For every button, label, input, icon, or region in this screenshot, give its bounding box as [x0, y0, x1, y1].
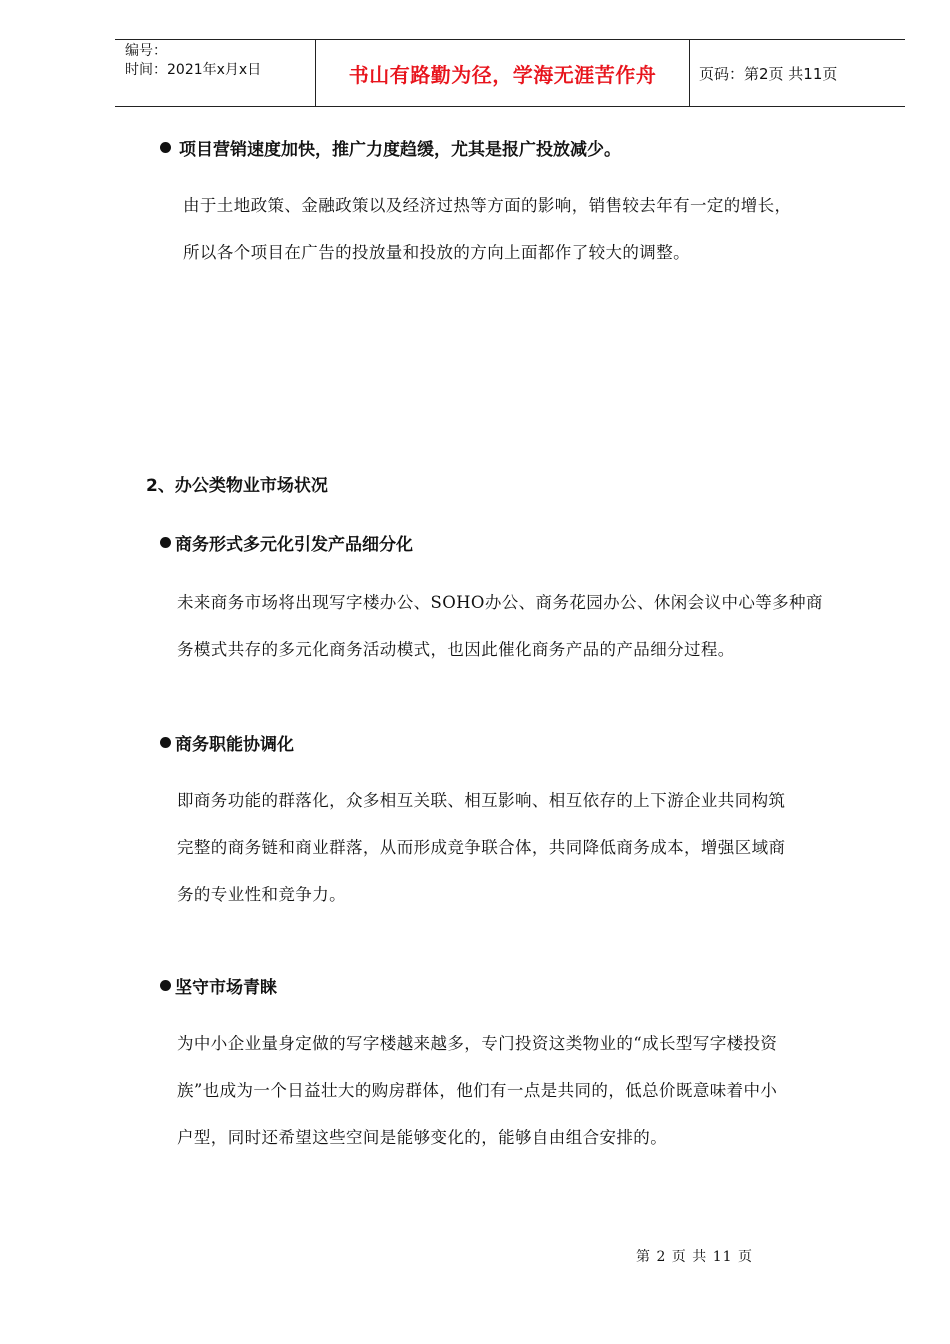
bullet-heading-text: 坚守市场青睐: [175, 978, 277, 998]
paragraph-3: [177, 777, 785, 918]
paragraph-4: [177, 1020, 777, 1161]
bullet-dot-icon: [160, 537, 171, 548]
bullet-dot-icon: [160, 142, 171, 153]
section-title: 2、办公类物业市场状况: [146, 476, 328, 496]
bullet-heading-2: [160, 530, 413, 555]
bullet-heading-text: 项目营销速度加快，推广力度趋缓，尤其是报广投放减少。: [179, 140, 621, 160]
paragraph-line: 族”也成为一个日益壮大的购房群体，他们有一点是共同的，低总价既意味着中小: [177, 1081, 778, 1100]
bullet-heading-1: [160, 135, 621, 160]
paragraph-line: 由于土地政策、金融政策以及经济过热等方面的影响，销售较去年有一定的增长，: [183, 196, 792, 215]
paragraph-line: 完整的商务链和商业群落，从而形成竞争联合体，共同降低商务成本，增强区域商: [177, 838, 786, 857]
bullet-dot-icon: [160, 980, 171, 991]
bullet-heading-text: 商务形式多元化引发产品细分化: [175, 535, 413, 555]
paragraph-1: [183, 182, 791, 276]
number-label: 编号：: [125, 43, 167, 59]
page-footer: 第 2 页 共 11 页: [636, 1249, 753, 1265]
page-header: [115, 39, 905, 107]
paragraph-line: 为中小企业量身定做的写字楼越来越多，专门投资这类物业的“成长型写字楼投资: [177, 1034, 778, 1053]
paragraph-line: 务模式共存的多元化商务活动模式，也因此催化商务产品的产品细分过程。: [177, 640, 735, 659]
paragraph-line: 即商务功能的群落化，众多相互关联、相互影响、相互依存的上下游企业共同构筑: [177, 791, 786, 810]
header-motto: 书山有路勤为径，学海无涯苦作舟: [316, 40, 690, 106]
header-page-code: 页码：第2页 共11页: [699, 64, 838, 83]
time-label: 时间：2021年x月x日: [125, 62, 262, 78]
paragraph-line: 所以各个项目在广告的投放量和投放的方向上面都作了较大的调整。: [183, 243, 690, 262]
paragraph-line: 务的专业性和竞争力。: [177, 885, 346, 904]
bullet-heading-text: 商务职能协调化: [175, 735, 294, 755]
bullet-heading-3: [160, 730, 294, 755]
bullet-heading-4: [160, 973, 277, 998]
header-meta: [115, 40, 316, 106]
paragraph-2: [177, 579, 823, 673]
paragraph-line: 未来商务市场将出现写字楼办公、SOHO办公、商务花园办公、休闲会议中心等多种商: [177, 593, 823, 612]
paragraph-line: 户型，同时还希望这些空间是能够变化的，能够自由组合安排的。: [177, 1128, 668, 1147]
bullet-dot-icon: [160, 737, 171, 748]
